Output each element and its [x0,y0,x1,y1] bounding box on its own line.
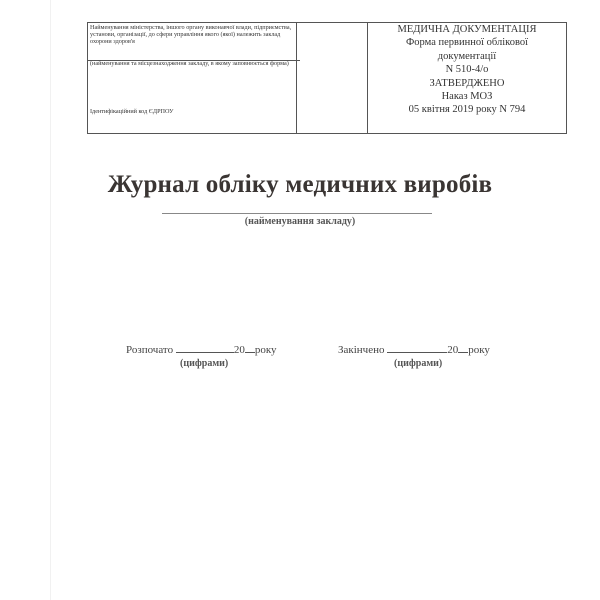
page-title: Журнал обліку медичних виробів [107,171,493,198]
form-line-1: Форма первинної облікової [406,37,528,49]
started-year-prefix: 20 [233,344,245,356]
started-date [126,342,277,356]
institution-name-caption: (найменування закладу) [244,216,356,227]
form-line-2: документації [437,50,497,62]
med-doc-heading: МЕДИЧНА ДОКУМЕНТАЦІЯ [397,24,537,35]
finished-year-suffix: року [468,344,490,356]
finished-day-blank [387,342,447,353]
form-number: N 510-4/о [445,64,489,76]
order-date: 05 квітня 2019 року N 794 [408,104,526,116]
finished-label: Закінчено [338,344,385,356]
finished-year-prefix: 20 [447,344,459,356]
institution-label: (найменування та місцезнаходження закладу, в якому заповнюється форма) [90,60,289,67]
institution-name-line [162,213,432,214]
finished-caption: (цифрами) [394,358,443,369]
started-day-blank [176,342,234,353]
header-middle-cell [297,23,368,134]
document-page [50,0,561,600]
started-year-suffix: року [254,344,277,356]
header-left-cell [88,23,297,134]
edrpou-label: Ідентифікаційний код ЄДРПОУ [90,108,174,115]
finished-year-blank [458,342,468,353]
ministry-label: Найменування міністерства, іншого органу виконавчої влади, підприємства, установи, організації, до сфери управління якого (якої) належить заклад охорони здоров'я [88,23,300,61]
started-label: Розпочато [126,344,174,356]
header-right-cell [368,23,567,134]
started-caption: (цифрами) [180,358,229,369]
approved-label: ЗАТВЕРДЖЕНО [429,77,505,89]
order-label: Наказ МОЗ [441,91,493,103]
started-year-blank [245,342,255,353]
header-table [87,22,567,134]
finished-date [338,342,490,356]
